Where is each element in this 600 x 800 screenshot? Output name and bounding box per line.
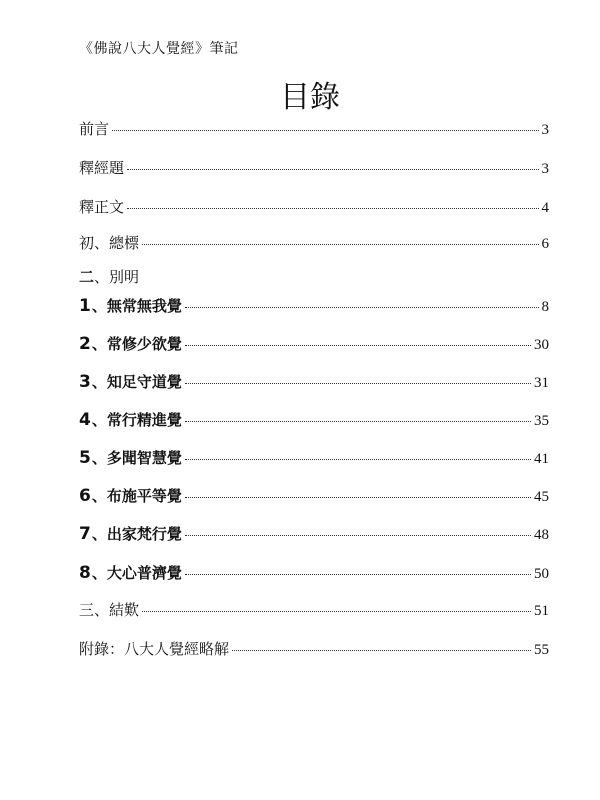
toc-entry-general[interactable] (79, 232, 549, 253)
subsection-number: 5 (79, 448, 91, 468)
toc-subsection-6[interactable] (79, 485, 549, 506)
toc-entry-label: 前言 (79, 120, 110, 138)
running-header: 《佛說八大人覺經》筆記 (79, 41, 239, 57)
toc-entry-label: 、多聞智慧覺 (91, 449, 182, 467)
toc-entry-page: 48 (534, 527, 549, 543)
toc-entry-page: 51 (534, 603, 549, 619)
toc-entry-label: 、無常無我覺 (91, 297, 182, 315)
toc-leader-dots (185, 383, 531, 384)
toc-subsection-7[interactable] (79, 523, 549, 544)
toc-entry-label: 釋經題 (79, 159, 125, 177)
toc-entry-page: 45 (534, 489, 549, 505)
toc-entry-appendix[interactable] (79, 638, 549, 659)
subsection-number: 4 (79, 410, 91, 430)
toc-entry-label: 、知足守道覺 (91, 373, 182, 391)
toc-entry-title-explanation[interactable] (79, 157, 549, 178)
toc-entry-main-text[interactable] (79, 196, 549, 217)
toc-leader-dots (142, 244, 538, 245)
toc-subsection-8[interactable] (79, 562, 549, 583)
toc-subsection-3[interactable] (79, 371, 549, 392)
toc-leader-dots (232, 650, 531, 651)
toc-entry-label: 初、總標 (79, 234, 140, 252)
toc-entry-label: 釋正文 (79, 198, 125, 216)
toc-entry-page: 8 (541, 299, 549, 315)
toc-leader-dots (185, 345, 531, 346)
toc-leader-dots (185, 574, 531, 575)
toc-entry-label: 三、結歎 (79, 601, 140, 619)
section-number: 二 (79, 268, 95, 286)
toc-subsection-4[interactable] (79, 409, 549, 430)
toc-entry-page: 50 (534, 566, 549, 582)
toc-entry-page: 3 (541, 122, 549, 138)
toc-subsection-2[interactable] (79, 333, 549, 354)
toc-entry-label: 、大心普濟覺 (91, 564, 182, 582)
section-label: 、別明 (94, 268, 140, 286)
toc-entry-label: 、常行精進覺 (91, 411, 182, 429)
subsection-number: 1 (79, 296, 91, 316)
toc-entry-label: 、布施平等覺 (91, 487, 182, 505)
toc-entry-label: 、出家梵行覺 (91, 525, 182, 543)
toc-entry-page: 3 (541, 161, 549, 177)
toc-leader-dots (185, 497, 531, 498)
toc-subsection-5[interactable] (79, 447, 549, 468)
toc-leader-dots (142, 611, 531, 612)
toc-leader-dots (185, 307, 539, 308)
subsection-number: 6 (79, 486, 91, 506)
toc-entry-page: 55 (534, 642, 549, 658)
toc-entry-conclusion[interactable] (79, 599, 549, 620)
toc-leader-dots (185, 421, 531, 422)
toc-leader-dots (127, 169, 538, 170)
toc-entry-page: 30 (534, 337, 549, 353)
toc-leader-dots (185, 535, 531, 536)
toc-entry-label: 、常修少欲覺 (91, 335, 182, 353)
toc-entry-page: 35 (534, 413, 549, 429)
toc-subsection-1[interactable] (79, 295, 549, 316)
toc-leader-dots (185, 459, 531, 460)
toc-entry-page: 6 (541, 236, 549, 252)
toc-leader-dots (112, 130, 538, 131)
toc-entry-preface[interactable] (79, 118, 549, 139)
toc-section-heading (79, 266, 139, 287)
subsection-number: 2 (79, 334, 91, 354)
subsection-number: 3 (79, 372, 91, 392)
subsection-number: 8 (79, 563, 91, 583)
toc-entry-page: 41 (534, 451, 549, 467)
page-title: 目錄 (280, 80, 340, 115)
toc-entry-page: 31 (534, 375, 549, 391)
toc-entry-page: 4 (541, 200, 549, 216)
toc-entry-label: 附錄：八大人覺經略解 (79, 640, 230, 658)
toc-leader-dots (127, 208, 538, 209)
subsection-number: 7 (79, 524, 91, 544)
